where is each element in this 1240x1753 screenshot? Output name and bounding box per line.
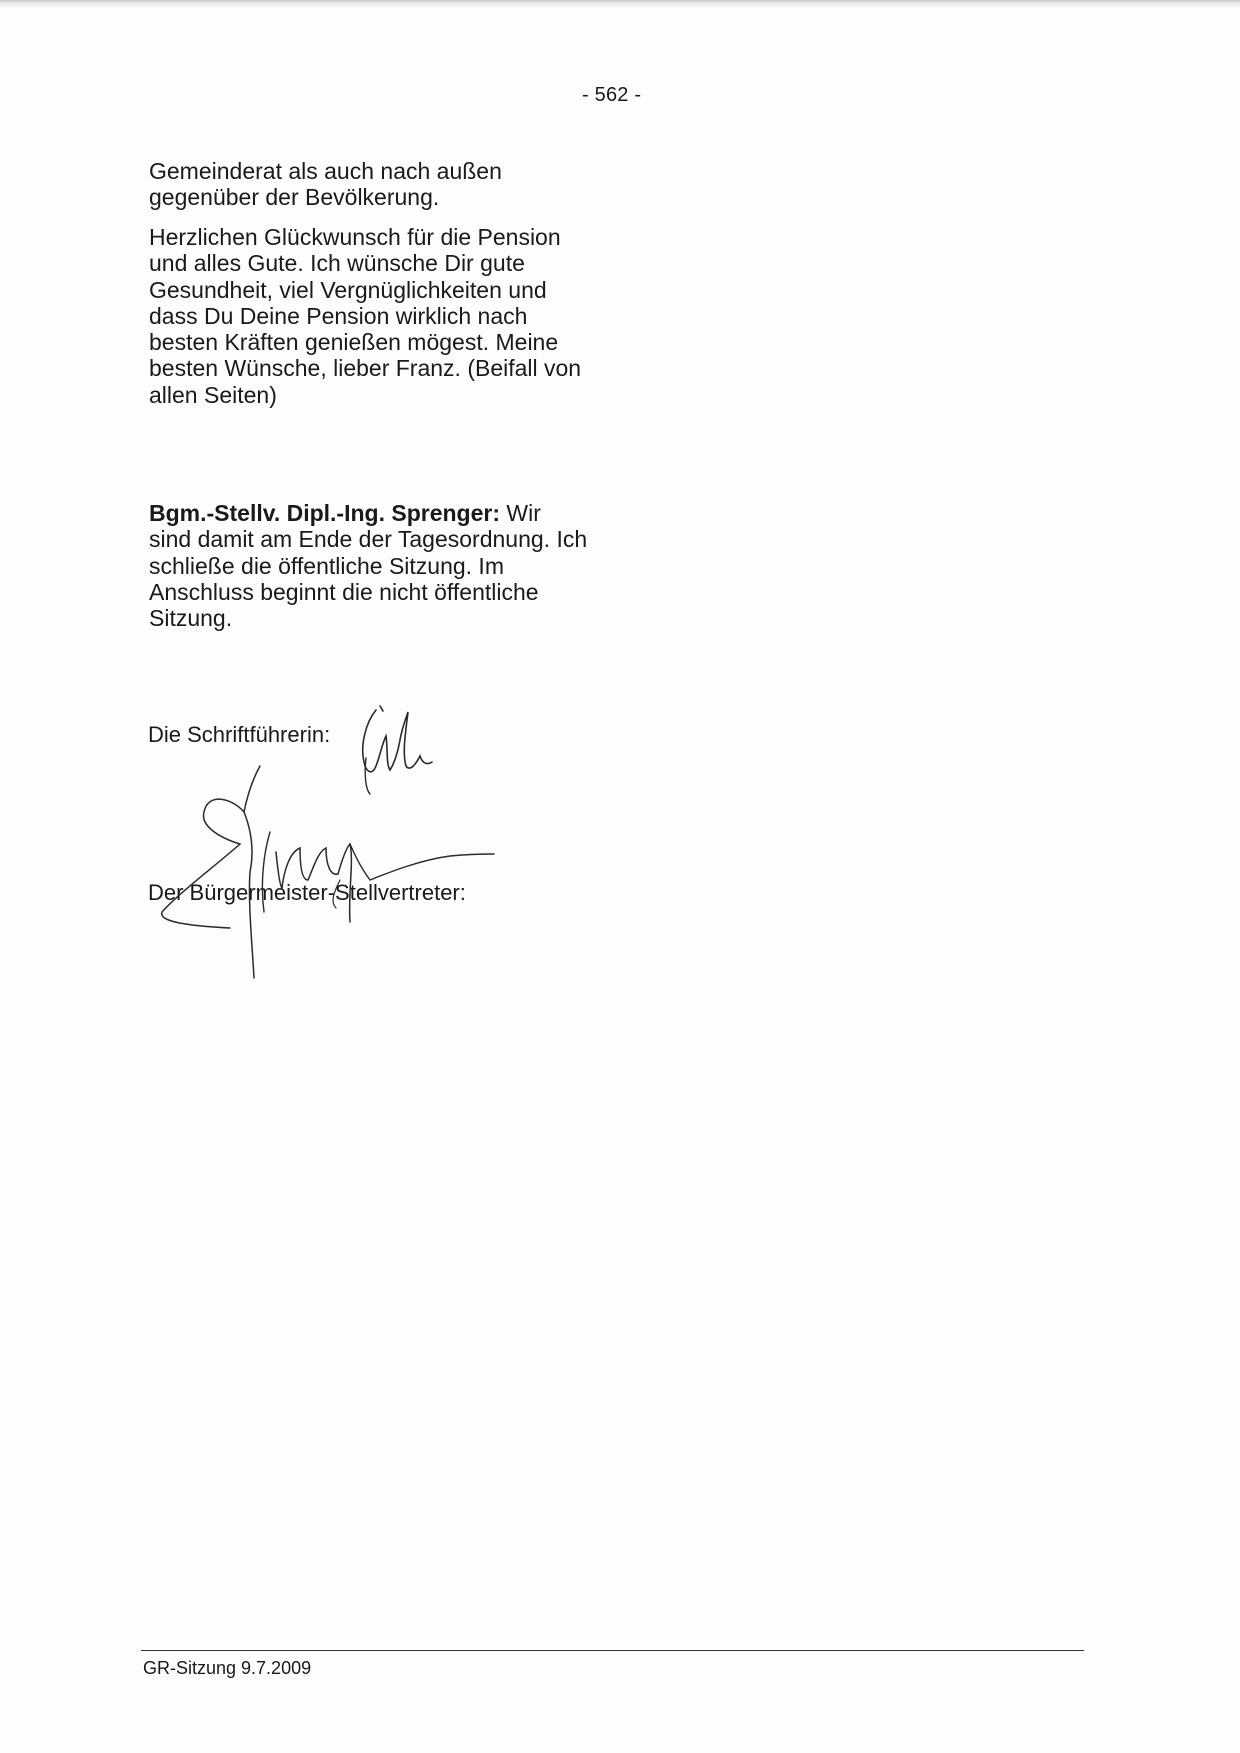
speaker-name: Bgm.-Stellv. Dipl.-Ing. Sprenger: — [149, 500, 500, 526]
buergermeister-label: Der Bürgermeister-Stellvertreter: — [148, 880, 466, 905]
schriftfuehrerin-label: Die Schriftführerin: — [148, 722, 331, 747]
paragraph-session-end — [149, 500, 589, 631]
schriftfuehrerin-signature — [352, 700, 442, 795]
page-number: - 562 - — [582, 84, 642, 106]
buergermeister-signature — [150, 762, 500, 982]
footer-rule — [141, 1650, 1084, 1651]
speaker-statement: Wir sind damit am Ende der Tagesordnung. Ich schließe die öffentliche Sitzung. Im Anschluss beginnt die nicht öffentliche Sitzung. — [149, 500, 588, 632]
scan-edge — [0, 0, 1240, 8]
paragraph-congratulations: Herzlichen Glückwunsch für die Pension und alles Gute. Ich wünsche Dir gute Gesundheit, viel Vergnüglichkeiten und dass Du Deine Pension wirklich nach besten Kräften genießen mögest. Meine besten Wünsche, lieber Franz. (Beifall von allen Seiten) — [149, 224, 582, 408]
paragraph-closing: Gemeinderat als auch nach außen gegenüber der Bevölkerung. — [149, 158, 502, 211]
footer-session-date: GR-Sitzung 9.7.2009 — [143, 1658, 312, 1678]
